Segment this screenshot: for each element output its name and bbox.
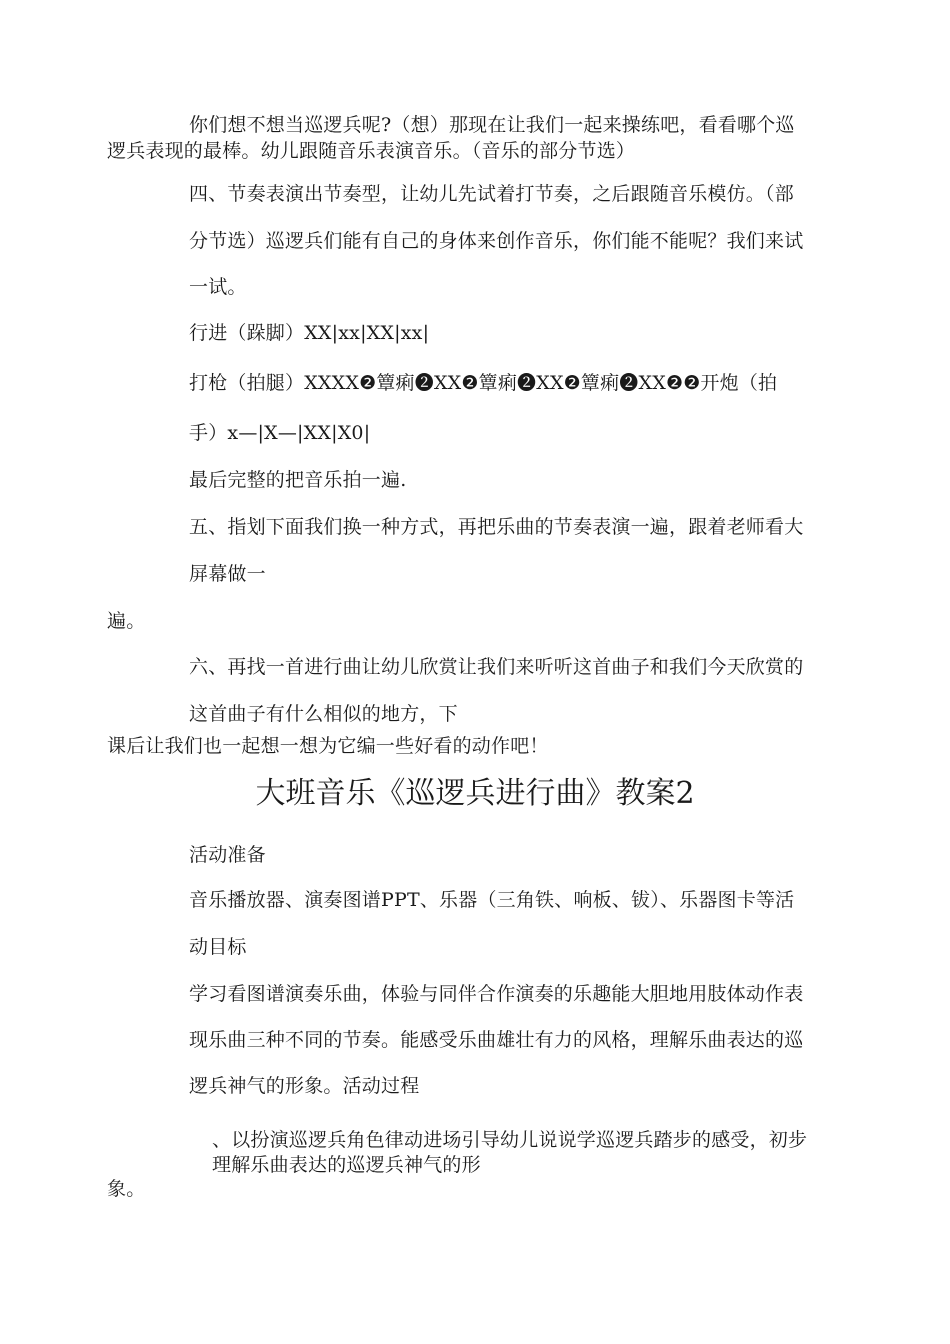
paragraph-line: 五、指划下面我们换一种方式，再把乐曲的节奏表演一遍，跟着老师看大 (189, 516, 804, 538)
paragraph-line: 、以扮演巡逻兵角色律动进场引导幼儿说说学巡逻兵踏步的感受，初步 (212, 1129, 808, 1151)
paragraph-line: 你们想不想当巡逻兵呢?（想）那现在让我们一起来操练吧，看看哪个巡 (189, 114, 795, 136)
paragraph-line: 一试。 (189, 276, 247, 298)
section-heading: 活动准备 (189, 844, 266, 866)
rhythm-line-shoot: 打枪（拍腿）XXXX❷簟痢❷XX❷簟痢❷XX❷簟痢❷XX❷❷开炮（拍 (189, 372, 778, 394)
paragraph-line: 六、再找一首进行曲让幼儿欣赏让我们来听听这首曲子和我们今天欣赏的 (189, 656, 804, 678)
paragraph-line: 学习看图谱演奏乐曲，体验与同伴合作演奏的乐趣能大胆地用肢体动作表 (189, 983, 804, 1005)
section-heading: 动目标 (189, 936, 247, 958)
rhythm-line-clap: 手）x—|X—|XX|X0| (189, 422, 371, 444)
paragraph-line: 理解乐曲表达的巡逻兵神气的形 (212, 1154, 481, 1176)
paragraph-line: 现乐曲三种不同的节奏。能感受乐曲雄壮有力的风格，理解乐曲表达的巡 (189, 1029, 804, 1051)
paragraph-line: 逻兵神气的形象。活动过程 (189, 1075, 420, 1097)
paragraph-line: 遍。 (107, 610, 146, 632)
paragraph-line: 逻兵表现的最棒。幼儿跟随音乐表演音乐。（音乐的部分节选） (107, 140, 636, 162)
paragraph-line: 分节选）巡逻兵们能有自己的身体来创作音乐，你们能不能呢？我们来试 (189, 230, 804, 252)
paragraph-line: 象。 (107, 1178, 146, 1200)
section-title: 大班音乐《巡逻兵进行曲》教案2 (255, 776, 695, 811)
paragraph-line: 屏幕做一 (189, 563, 266, 585)
paragraph-line: 最后完整的把音乐拍一遍. (189, 469, 407, 491)
paragraph-line: 这首曲子有什么相似的地方，下 (189, 703, 458, 725)
rhythm-line-march: 行进（跺脚）XX|xx|XX|xx| (189, 322, 430, 344)
paragraph-line: 四、节奏表演出节奏型，让幼儿先试着打节奏，之后跟随音乐模仿。（部 (189, 183, 794, 205)
paragraph-line: 课后让我们也一起想一想为它编一些好看的动作吧！ (107, 735, 549, 757)
paragraph-line: 音乐播放器、演奏图谱PPT、乐器（三角铁、响板、钹）、乐器图卡等活 (189, 889, 795, 911)
